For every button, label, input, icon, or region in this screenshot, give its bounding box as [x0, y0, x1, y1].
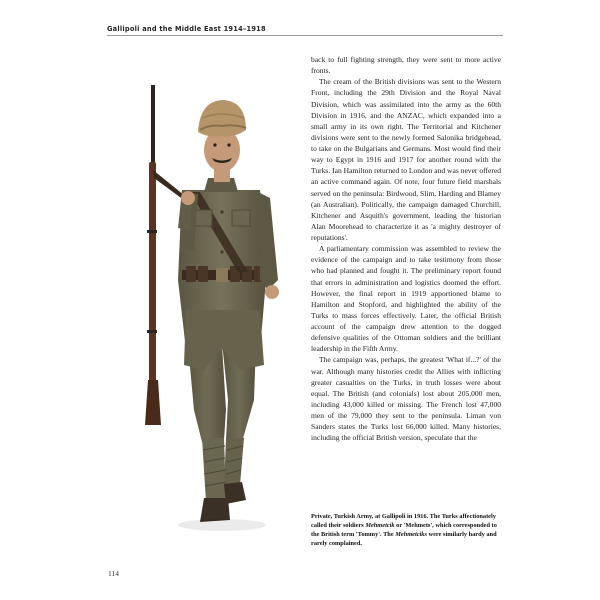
legs — [188, 342, 256, 522]
caption-text: or 'Mehmets', which corresponded to the British term 'Tommy'. The — [311, 521, 497, 538]
page-number: 114 — [108, 569, 119, 578]
paragraph: The cream of the British divisions was sent to the Western Front, including the 29th Division and the Royal Naval Division, which was assimilated into the army as the 60th Division in 1916, and the ANZAC, which expanded into a small army in its own right. The Territorial and Kitchener divisions were sent to the newly formed Salonika bridgehead, to take on the Bulgarians and Germans. Most would find their way to Egypt in 1916 and 1917 for another round with the Turks. Ian Hamilton returned to London and was never offered an active command again. Of note, four future field marshals served on the peninsula: Birdwood, Slim, Harding and Blamey (an Australian). Politically, the campaign damaged Churchill, Kitchener and Asquith's government, leading the historian Alan Moorehead to characterize it as 'a mighty destroyer of reputations'. — [311, 77, 501, 242]
paragraph: The campaign was, perhaps, the greatest 'What if...?' of the war. Although many histories credit the Allies with inflicting greater casualties on the Turks, in truth losses were about equal. The British (and colonials) lost about 205,000 men, including 43,000 killed or missing. The French lost 47,000 men of the 79,000 they sent to the peninsula. Liman von Sanders states the Turks lost 66,000 killed. Many histories, including the official British version, speculate that the — [311, 355, 501, 443]
running-head: Gallipoli and the Middle East 1914–1918 — [107, 25, 266, 33]
right-hand — [265, 285, 279, 299]
paragraph: A parliamentary commission was assembled to review the evidence of the campaign and to take testimony from those who had planned and fought it. The preliminary report found that errors in administration and logistics doomed the effort. However, the final report in 1919 apportioned blame to Hamilton and Stopford, and highlighted the ability of the Turks to mass forces effectively. Later, the official British account of the campaign drew attention to the dogged defensive qualities of the Ottoman soldiers and the brilliant leadership in the Fifth Army. — [311, 244, 501, 354]
left-hand — [181, 191, 195, 205]
caption-term: Mehmetcik — [365, 521, 395, 529]
left-boot — [200, 498, 230, 522]
header-rule — [107, 35, 503, 36]
kabalak-helmet — [198, 100, 246, 137]
right-boot — [224, 482, 246, 504]
figure-caption — [311, 513, 501, 549]
caption-term: Mehmetciks — [395, 530, 427, 538]
rifle — [145, 85, 161, 425]
paragraph: back to full fighting strength, they were sent to more active fronts. — [311, 55, 501, 76]
body-text — [311, 54, 501, 443]
caption-text: were similarly hardy and rarely complained. — [311, 530, 497, 547]
soldier-illustration — [130, 80, 310, 560]
caption-text: Private, Turkish Army, at Gallipoli in 1916. The Turks affectionately called their soldiers — [311, 513, 496, 529]
